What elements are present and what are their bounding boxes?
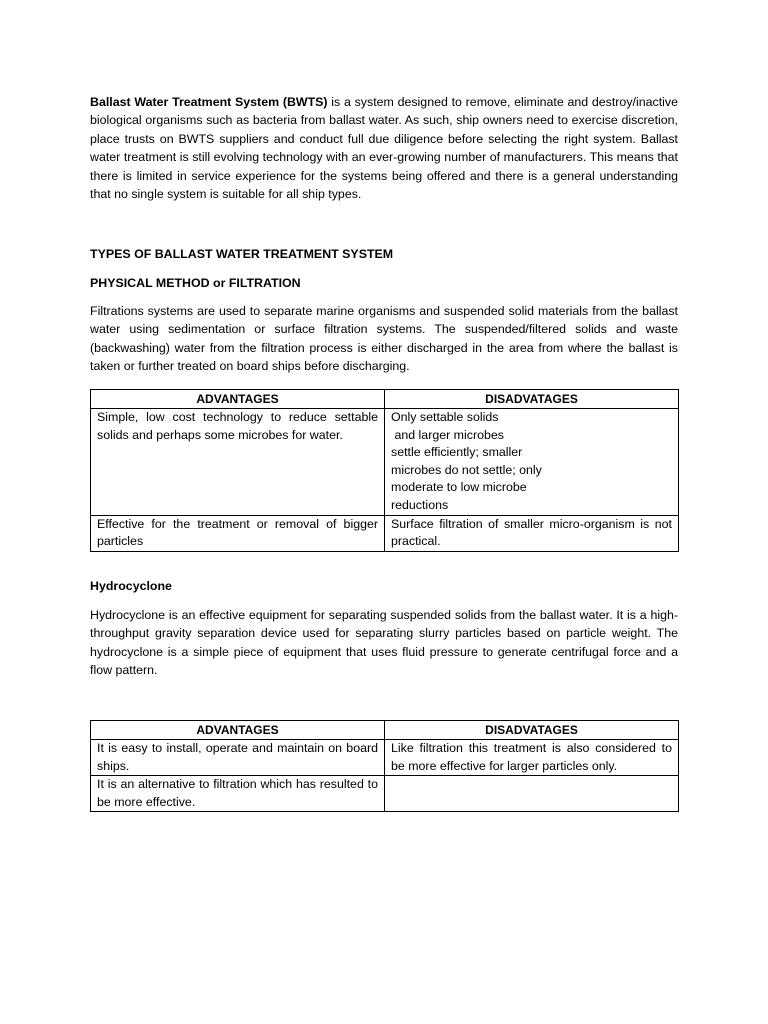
hydrocyclone-table (90, 720, 679, 812)
table-row (91, 776, 679, 812)
table-row (91, 409, 679, 516)
disadvantage-line: microbes do not settle; only (391, 462, 542, 477)
advantage-cell: Effective for the treatment or removal of bigger particles (91, 515, 385, 551)
advantage-cell: Simple, low cost technology to reduce settable solids and perhaps some microbes for water. (91, 409, 385, 516)
intro-paragraph (90, 93, 678, 203)
intro-text: is a system designed to remove, eliminate and destroy/inactive biological organisms such as bacteria from ballast water. As such, ship owners need to exercise discretion, place trusts on BWTS suppliers and conduct full due diligence before selecting the right system. Ballast water treatment is still evolving technology with an ever-growing number of manufacturers. This means that there is limited in service experience for the systems being offered and there is a general understanding that no single system is suitable for all ship types. (90, 95, 678, 202)
table-row (91, 740, 679, 776)
table-header-row (91, 390, 679, 409)
disadvantage-line: reductions (391, 497, 449, 512)
disadvantages-header: DISADVATAGES (385, 390, 679, 409)
advantages-header: ADVANTAGES (91, 390, 385, 409)
disadvantage-cell (385, 776, 679, 812)
disadvantage-line: Only settable solids (391, 410, 499, 424)
filtration-heading: PHYSICAL METHOD or FILTRATION (90, 276, 301, 290)
disadvantages-header: DISADVATAGES (385, 721, 679, 740)
disadvantage-line: moderate to low microbe (391, 480, 527, 495)
hydrocyclone-heading: Hydrocyclone (90, 579, 172, 593)
disadvantage-cell: Surface filtration of smaller micro-organism is not practical. (385, 515, 679, 551)
disadvantage-line: and larger microbes (391, 427, 504, 442)
intro-lead-term: Ballast Water Treatment System (BWTS) (90, 95, 328, 109)
advantage-cell: It is easy to install, operate and maintain on board ships. (91, 740, 385, 776)
table-header-row (91, 721, 679, 740)
table-row (91, 515, 679, 551)
advantage-cell: It is an alternative to filtration which has resulted to be more effective. (91, 776, 385, 812)
disadvantage-cell (385, 409, 679, 516)
section-title: TYPES OF BALLAST WATER TREATMENT SYSTEM (90, 247, 394, 261)
advantages-header: ADVANTAGES (91, 721, 385, 740)
disadvantage-cell: Like filtration this treatment is also considered to be more effective for larger particles only. (385, 740, 679, 776)
disadvantage-line: settle efficiently; smaller (391, 445, 523, 460)
filtration-paragraph: Filtrations systems are used to separate marine organisms and suspended solid materials from the ballast water using sedimentation or surface filtration systems. The suspended/filtered solids and waste (backwashing) water from the filtration process is either discharged in the area from where the ballast is taken or further treated on board ships before discharging. (90, 304, 678, 374)
filtration-table (90, 389, 679, 552)
hydrocyclone-paragraph: Hydrocyclone is an effective equipment for separating suspended solids from the ballast water. It is a high-throughput gravity separation device used for separating slurry particles based on particle weight. The hydrocyclone is a simple piece of equipment that uses fluid pressure to generate centrifugal force and a flow pattern. (90, 608, 678, 678)
